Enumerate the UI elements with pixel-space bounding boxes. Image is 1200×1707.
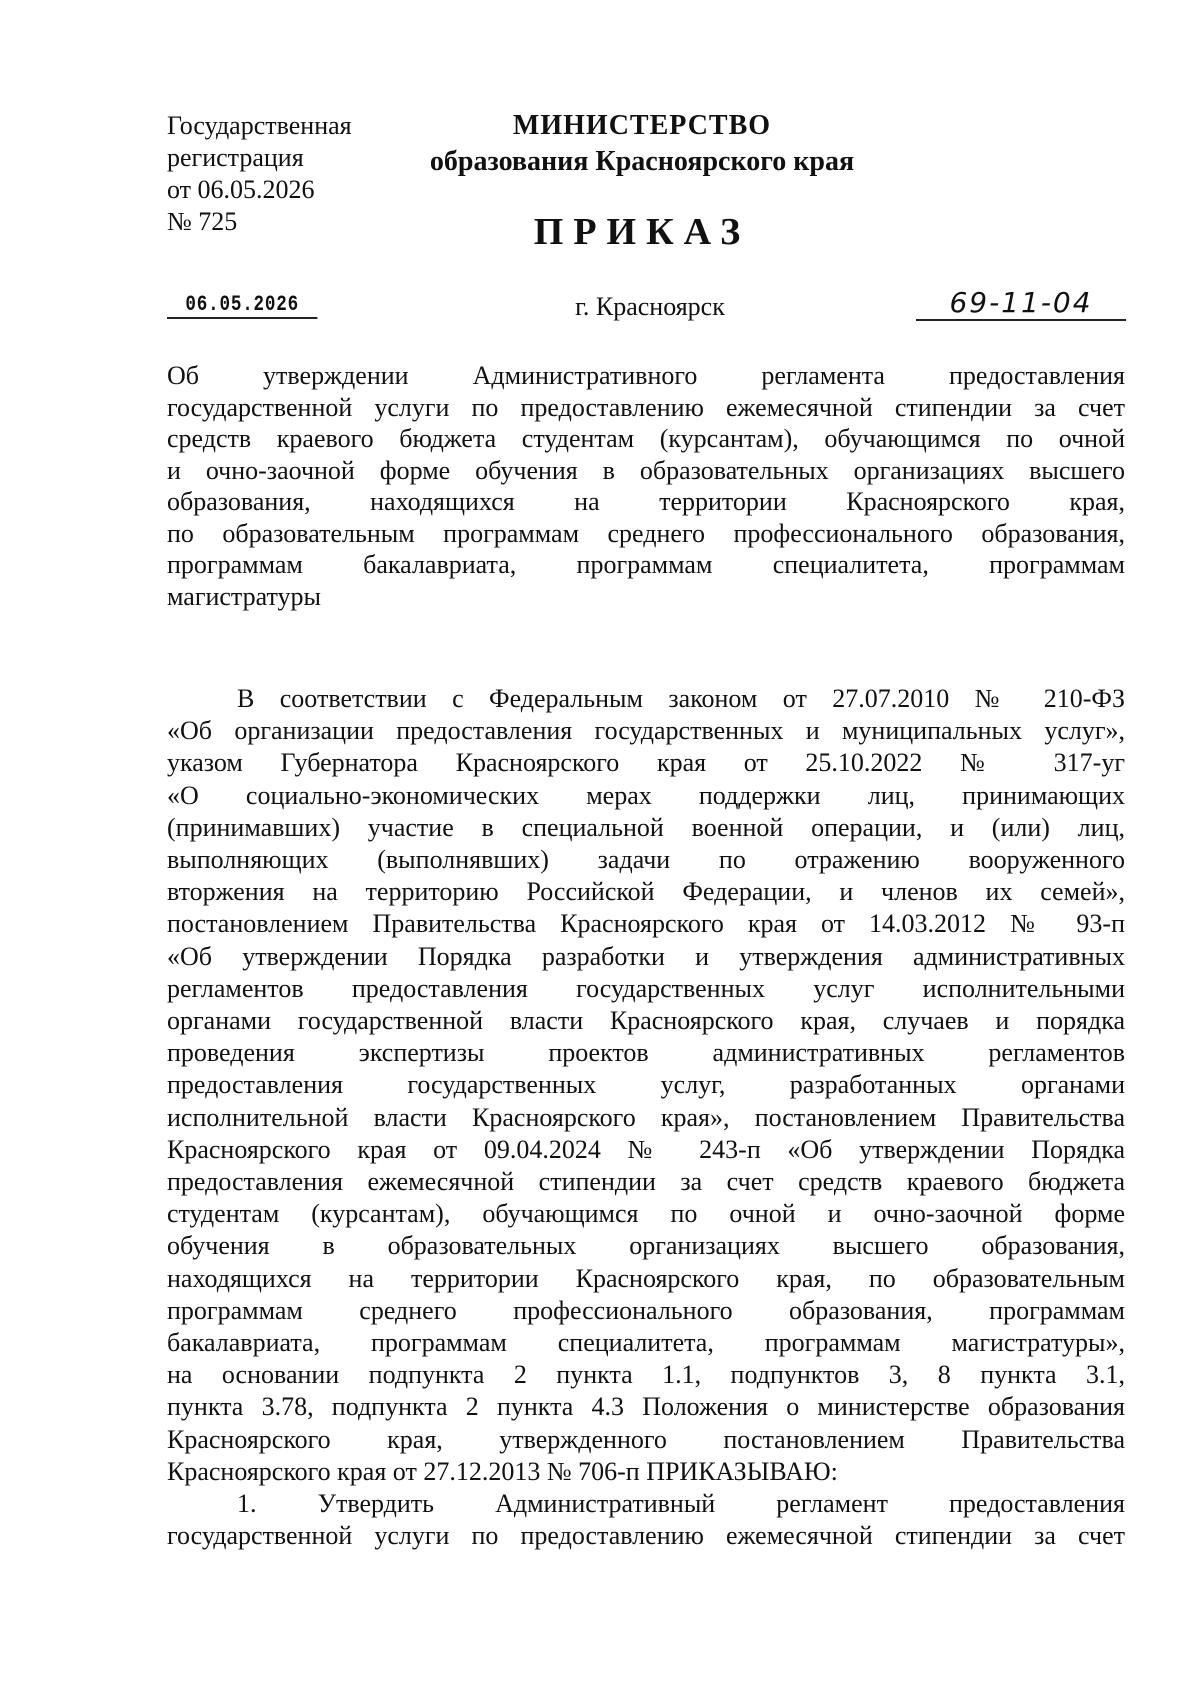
body-line: обучения в образовательных организациях высшего образования, [167,1231,1125,1261]
body-line: Красноярского края, утвержденного постановлением Правительства [167,1424,1125,1454]
body-line: В соответствии с Федеральным законом от 27.07.2010 № 210-ФЗ [237,684,1125,713]
subject-heading [167,360,1125,612]
document-body [167,683,1125,1552]
body-line: Красноярского края от 27.12.2013 № 706-п ПРИКАЗЫВАЮ: [167,1456,838,1486]
subject-line: государственной услуги по предоставлению ежемесячной стипендии за счет [167,392,1125,422]
registration-line: Государственная [167,111,352,140]
document-type-title: ПРИКАЗ [533,211,751,253]
body-line: пункта 3.78, подпункта 2 пункта 4.3 Положения о министерстве образования [167,1392,1125,1422]
subject-line: и очно-заочной форме обучения в образовательных организациях высшего [167,455,1125,485]
subject-line: Об утверждении Административного регламента предоставления [167,361,1125,390]
body-line: исполнительной власти Красноярского края», постановлением Правительства [167,1102,1125,1132]
body-line: «Об утверждении Порядка разработки и утверждения административных [167,941,1125,971]
body-line: органами государственной власти Красноярского края, случаев и порядка [167,1006,1125,1036]
body-line: (принимавших) участие в специальной военной операции, и (или) лиц, [167,812,1125,842]
subject-line: средств краевого бюджета студентам (курсантам), обучающимся по очной [167,424,1125,453]
registration-block [167,110,352,238]
ministry-subtitle: образования Красноярского края [429,146,855,177]
registration-number: № 725 [167,207,238,236]
body-line: государственной услуги по предоставлению ежемесячной стипендии за счет [167,1521,1125,1551]
date-stamp: 06.05.2026 [167,292,317,319]
body-line: Красноярского края от 09.04.2024 № 243-п «Об утверждении Порядка [167,1134,1125,1164]
city-label: г. Красноярск [575,292,725,321]
body-line: постановлением Правительства Красноярского края от 14.03.2012 № 93-п [167,909,1125,939]
body-line: регламентов предоставления государственных услуг исполнительными [167,973,1125,1003]
body-line: на основании подпункта 2 пункта 1.1, подпунктов 3, 8 пункта 3.1, [167,1360,1125,1390]
body-line: 1. Утвердить Административный регламент предоставления [237,1489,1125,1519]
subject-line: образования, находящихся на территории Красноярского края, [167,487,1125,516]
body-line: выполняющих (выполнявших) задачи по отражению вооруженного [167,845,1125,875]
ministry-title: МИНИСТЕРСТВО [512,110,772,141]
body-line: «Об организации предоставления государственных и муниципальных услуг», [167,716,1125,746]
registration-date: от 06.05.2026 [167,175,315,204]
body-line: предоставления государственных услуг, разработанных органами [167,1070,1125,1100]
subject-line: магистратуры [167,581,321,611]
subject-line: программам бакалавриата, программам специалитета, программам [167,550,1125,579]
body-line: программам среднего профессионального образования, программам [167,1295,1125,1325]
body-line: «О социально-экономических мерах поддержки лиц, принимающих [167,780,1125,810]
ministry-header [392,108,892,180]
body-line: находящихся на территории Красноярского края, по образовательным [167,1263,1125,1293]
body-line: проведения экспертизы проектов административных регламентов [167,1038,1125,1068]
registration-line: регистрация [167,143,304,172]
subject-line: по образовательным программам среднего профессионального образования, [167,518,1125,548]
body-line: бакалавриата, программам специалитета, программам магистратуры», [167,1328,1125,1358]
body-line: вторжения на территорию Российской Федерации, и членов их семей», [167,877,1125,907]
body-line: указом Губернатора Красноярского края от 25.10.2022 № 317-уг [167,748,1125,778]
order-number: 69-11-04 [916,286,1126,321]
body-line: предоставления ежемесячной стипендии за счет средств краевого бюджета [167,1167,1125,1197]
body-line: студентам (курсантам), обучающимся по очной и очно-заочной форме [167,1199,1125,1229]
